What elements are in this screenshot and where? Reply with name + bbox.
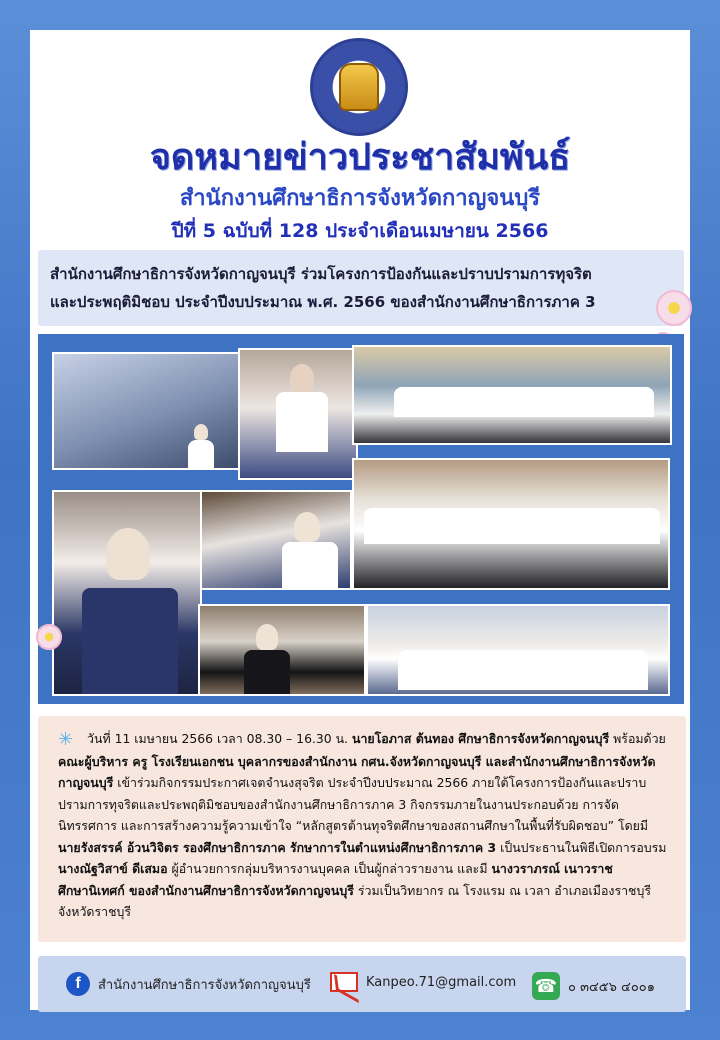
photo-group-heart-gesture — [352, 458, 670, 590]
contact-footer — [38, 956, 686, 1012]
article-text: พร้อมด้วย — [613, 731, 666, 746]
photo-seated-participants — [200, 490, 352, 590]
gmail-icon — [330, 972, 358, 992]
photo-speaker-microphone — [52, 490, 202, 696]
phone-contact[interactable] — [532, 972, 655, 1000]
photo-seated-officials — [198, 604, 366, 696]
facebook-icon: f — [66, 972, 90, 996]
sparkle-icon: ✳ — [58, 729, 74, 750]
article-text: เป็นประธานในพิธีเปิดการอบรม — [500, 839, 667, 855]
photo-training-room — [366, 604, 670, 696]
seal-emblem — [339, 63, 379, 111]
article-person-1: นายโอภาส ต้นทอง ศึกษาธิการจังหวัดกาญจนบุรี — [351, 731, 610, 746]
headline-line-1: สำนักงานศึกษาธิการจังหวัดกาญจนบุรี ร่วมโครงการป้องกันและปราบปรามการทุจริต — [50, 265, 592, 283]
article-text: ผู้อำนวยการกลุ่มบริหารงานบุคคล เป็นผู้กล่าวรายงาน และมี — [171, 861, 488, 876]
issue-info: ปีที่ 5 ฉบับที่ 128 ประจำเดือนเมษายน 2566 — [171, 220, 549, 242]
office-seal-logo — [310, 38, 408, 136]
article-person-2: นายรังสรรค์ อ้วนวิจิตร รองศึกษาธิการภาค รักษาการในตำแหน่งศึกษาธิการภาค 3 — [58, 839, 497, 855]
article-person-3: นางณัฐวิสาข์ ดีเสมอ — [58, 861, 168, 876]
photo-stage-screen — [52, 352, 242, 470]
article-person-4: นางวราภรณ์ เนาวราช ศึกษานิเทศก์ ของสำนักงานศึกษาธิการจังหวัดกาญจนบุรี — [58, 861, 613, 898]
office-name: สำนักงานศึกษาธิการจังหวัดกาญจนบุรี — [179, 186, 541, 211]
email-label: Kanpeo.71@gmail.com — [366, 974, 517, 990]
headline-line-2: และประพฤติมิชอบ ประจำปีงบประมาณ พ.ศ. 2566 ของสำนักงานศึกษาธิการภาค 3 — [50, 293, 596, 311]
article-text: ร่วมเป็นวิทยากร ณ โรงแรม ณ เวลา อำเภอเมืองราชบุรี จังหวัดราชบุรี — [58, 882, 651, 919]
article-date: วันที่ 11 เมษายน 2566 เวลา 08.30 – 16.30 น. — [87, 731, 349, 746]
article-text: เข้าร่วมกิจกรรมประกาศเจตจำนงสุจริต ประจำปีงบประมาณ 2566 ภายใต้โครงการป้องกันและปราบปรามการทุจริตและประพฤติมิชอบของสำนักงานศึกษาธิการภาค 3 กิจกรรมภายในงานประกอบด้วย การจัดนิทรรศการ และการสร้างความรู้ความเข้าใจ “หลักสูตรต้านทุจริตศึกษาของสถานศึกษาในพื้นที่รับผิดชอบ” โดยมี — [58, 775, 649, 833]
article-participants: คณะผู้บริหาร ครู โรงเรียนเอกชน บุคลากรของสำนักงาน กศน.จังหวัดกาญจนบุรี และสำนักงานศึกษาธิการจังหวัดกาญจนบุรี — [58, 753, 656, 790]
photo-group-exhibition — [352, 345, 672, 445]
headline-box — [38, 250, 684, 326]
flower-decoration-left — [36, 624, 62, 650]
photo-speaker-podium — [238, 348, 358, 480]
facebook-contact[interactable] — [66, 972, 311, 996]
phone-icon: ☎ — [532, 972, 560, 1000]
facebook-label: สำนักงานศึกษาธิการจังหวัดกาญจนบุรี — [98, 977, 311, 993]
flower-decoration — [656, 290, 692, 326]
phone-label: ๐ ๓๔๕๖ ๔๐๐๑ — [568, 979, 655, 995]
email-contact[interactable] — [330, 972, 516, 992]
article-body — [38, 716, 686, 942]
newsletter-title: จดหมายข่าวประชาสัมพันธ์ — [149, 137, 571, 177]
